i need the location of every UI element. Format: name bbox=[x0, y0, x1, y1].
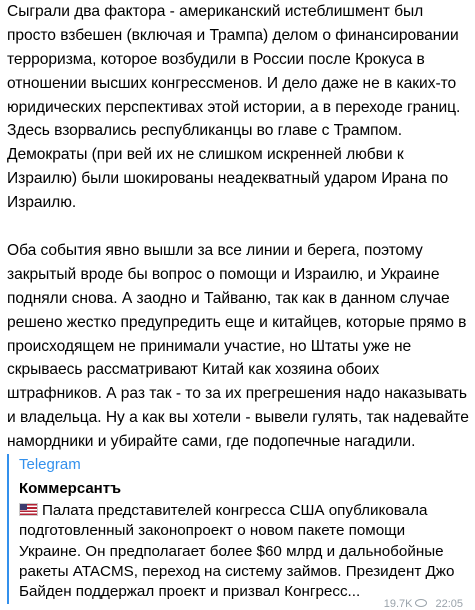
message-paragraph-2 bbox=[7, 239, 469, 454]
message-line: закрытый вроде бы вопрос о помощи и Израилю, и Украине bbox=[7, 265, 440, 283]
message-line: штрафников. А раз так - то за их прегрешения надо наказывать bbox=[7, 385, 467, 403]
message-line: Демократы (при вей их не слишком искренней любви к bbox=[7, 146, 404, 164]
preview-text-line: Байден поддержал проект и призвал Конгресс... bbox=[19, 583, 361, 601]
message-line: Оба события явно вышли за все линии и берега, поэтому bbox=[7, 242, 423, 259]
message-line: происходящем не принимали участие, но Штаты уже не bbox=[7, 337, 412, 355]
preview-text-span: Палата представителей конгресса США опубликовала bbox=[42, 502, 428, 519]
message-line: подняли снова. А заодно и Тайваню, так как в данном случае bbox=[7, 289, 450, 307]
message-time: 22:05 bbox=[435, 598, 463, 610]
message-line: Сыграли два фактора - американский истеблишмент был bbox=[7, 3, 424, 20]
message-line: юридических перспективах этой истории, а в переходе границ. bbox=[7, 98, 461, 116]
message-paragraph-1 bbox=[7, 0, 460, 215]
message-line: намордники и убирайте сами, где подопечные нагадили. bbox=[7, 433, 416, 451]
preview-site-name: Telegram bbox=[19, 456, 81, 473]
preview-text-line bbox=[19, 501, 469, 521]
view-count: 19.7K bbox=[383, 598, 413, 610]
preview-text-line: ракеты ATACMS, переход на систему займов. Президент Джо bbox=[19, 562, 455, 580]
preview-title: Коммерсантъ bbox=[19, 480, 122, 497]
preview-text-line: подготовленный законопроект о новом пакете помощи bbox=[19, 522, 406, 540]
message-line: Здесь взорвались республиканцы во главе с Трампом. bbox=[7, 122, 403, 140]
link-preview[interactable] bbox=[7, 454, 469, 610]
message-line: Израилю) были шокированы неадекватный ударом Ирана по bbox=[7, 170, 449, 188]
message-line: решено жестко предупредить еще и китайцев, которые прямо в bbox=[7, 313, 467, 331]
message-line: скрываесь рассматривают Китай как хозяина обоих bbox=[7, 361, 380, 379]
message-line: и владельца. Ну а как вы хотели - вывели гулять, так надевайте bbox=[7, 409, 469, 427]
message-line: Израилю. bbox=[7, 194, 77, 212]
preview-text bbox=[19, 501, 469, 602]
eye-icon bbox=[415, 599, 427, 607]
message-line: просто взбешен (включая и Трампа) делом о финансировании bbox=[7, 26, 459, 44]
preview-text-line: Украине. Он предполагает более $60 млрд и дальнобойные bbox=[19, 542, 444, 560]
message-line: терроризма, которое возбудили в России после Крокуса в bbox=[7, 50, 425, 68]
us-flag-icon bbox=[19, 503, 38, 516]
message-meta bbox=[384, 598, 463, 610]
message-line: отношении высших конгрессменов. И дело даже не в каких-то bbox=[7, 74, 457, 92]
